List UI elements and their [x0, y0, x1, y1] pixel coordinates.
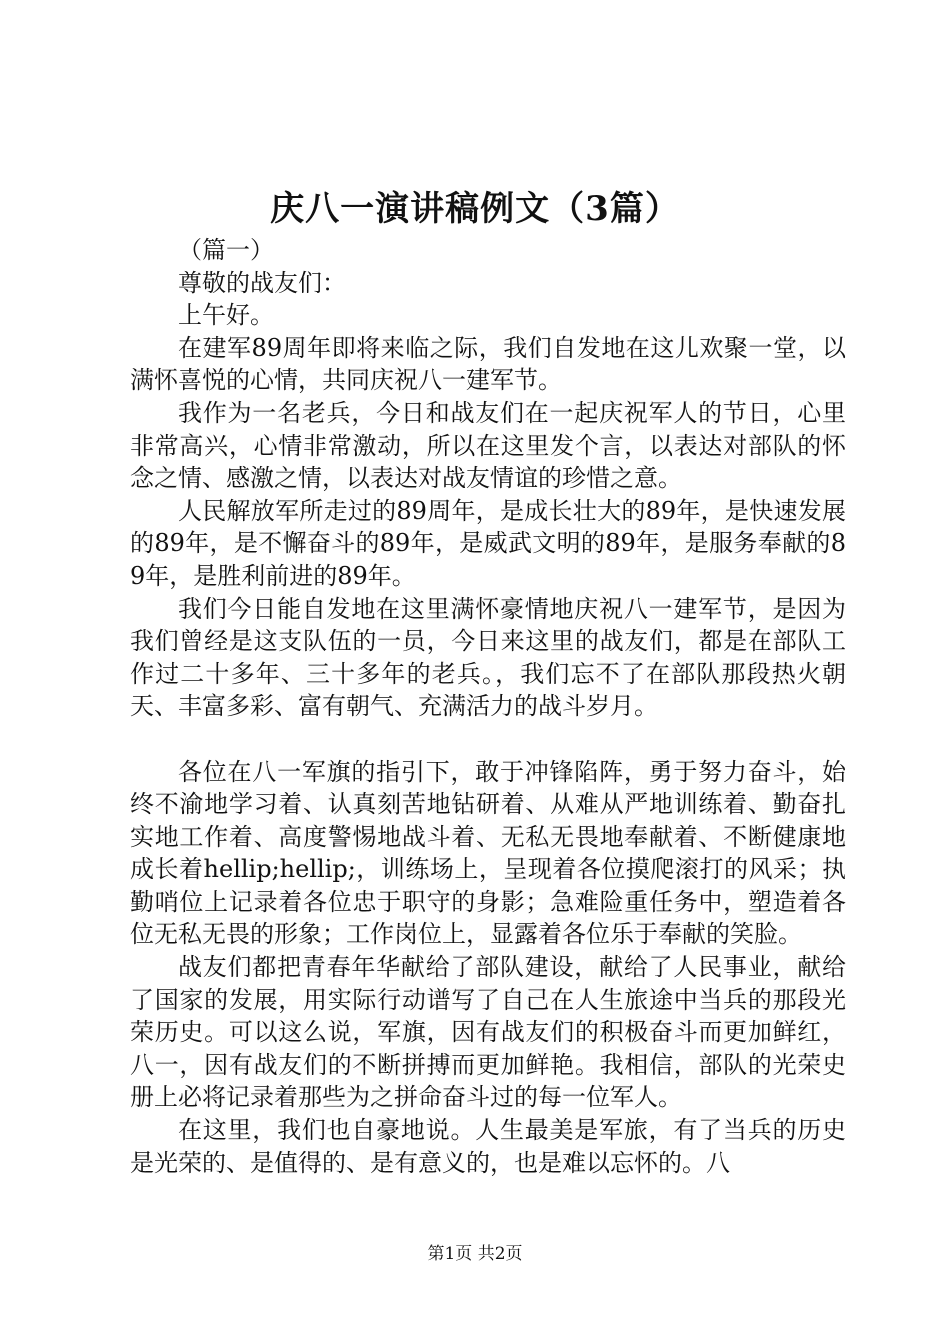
page-number-footer: 第1页 共2页 [427, 1244, 523, 1264]
salutation: 尊敬的战友们： [178, 268, 346, 297]
greeting: 上午好。 [178, 301, 274, 330]
body-paragraph: 我作为一名老兵，今日和战友们在一起庆祝军人的节日，心里非常高兴，心情非常激动，所以在这里发个言，以表达对部队的怀念之情、感激之情，以表达对战友情谊的珍惜之意。 [130, 398, 846, 493]
body-paragraph: 在这里，我们也自豪地说。人生最美是军旅，有了当兵的历史是光荣的、是值得的、是有意义的，也是难以忘怀的。八 [130, 1116, 846, 1177]
body-paragraph: 战友们都把青春年华献给了部队建设，献给了人民事业，献给了国家的发展，用实际行动谱写了自己在人生旅途中当兵的那段光荣历史。可以这么说，军旗，因有战友们的积极奋斗而更加鲜红，八一，因有战友们的不断拼搏而更加鲜艳。我相信，部队的光荣史册上必将记录着那些为之拼命奋斗过的每一位军人。 [130, 953, 846, 1112]
body-paragraph: 人民解放军所走过的89周年，是成长壮大的89年，是快速发展的89年，是不懈奋斗的89年，是威武文明的89年，是服务奉献的89年，是胜利前进的89年。 [130, 496, 846, 590]
body-paragraph: 我们今日能自发地在这里满怀豪情地庆祝八一建军节，是因为我们曾经是这支队伍的一员，今日来这里的战友们，都是在部队工作过二十多年、三十多年的老兵。，我们忘不了在部队那段热火朝天、丰富多彩、富有朝气、充满活力的战斗岁月。 [130, 594, 846, 721]
body-paragraph: 在建军89周年即将来临之际，我们自发地在这儿欢聚一堂，以满怀喜悦的心情，共同庆祝八一建军节。 [130, 333, 846, 395]
document-body [130, 234, 846, 1179]
document-title: 庆八一演讲稿例文（3篇） [270, 189, 680, 229]
section-heading: （篇一） [178, 236, 274, 264]
body-paragraph: 各位在八一军旗的指引下，敢于冲锋陷阵，勇于努力奋斗，始终不渝地学习着、认真刻苦地钻研着、从难从严地训练着、勤奋扎实地工作着、高度警惕地战斗着、无私无畏地奉献着、不断健康地成长着hellip;hellip;，训练场上，呈现着各位摸爬滚打的风采；执勤哨位上记录着各位忠于职守的身影；急难险重任务中，塑造着各位无私无畏的形象；工作岗位上，显露着各位乐于奉献的笑脸。 [130, 757, 846, 949]
